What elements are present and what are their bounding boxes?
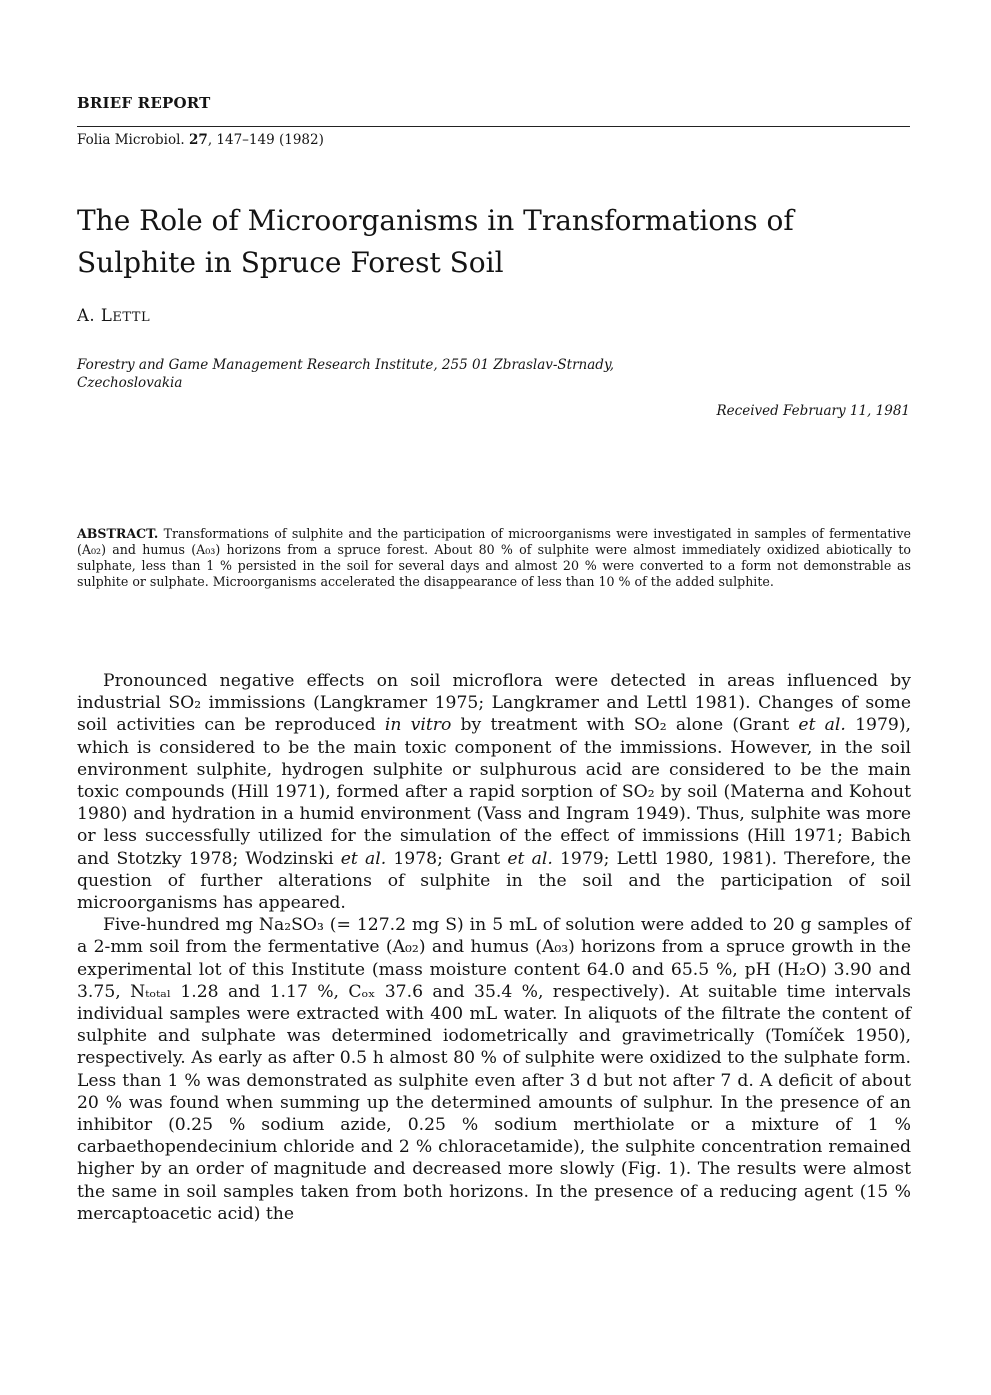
journal-volume: 27 bbox=[189, 132, 208, 148]
body-paragraph-1 bbox=[77, 670, 911, 914]
report-type-label: BRIEF REPORT bbox=[77, 94, 211, 112]
abstract bbox=[77, 526, 911, 590]
received-date: Received February 11, 1981 bbox=[716, 403, 910, 419]
journal-name: Folia Microbiol. bbox=[77, 132, 185, 148]
body-p1-italic-et-al-2: et al. bbox=[340, 848, 387, 869]
body-p1-part-i: 1979; Lettl 1980, 1981). Therefore, the question of further alterations of sulphite in the soil and the participation of soil microorganisms has appeared. bbox=[77, 848, 912, 914]
author-name bbox=[77, 306, 150, 325]
body-p1-italic-et-al-3: et al. bbox=[507, 848, 553, 869]
body-p1-italic-et-al-1: et al. bbox=[798, 715, 846, 736]
author-surname-rest: ETTL bbox=[112, 310, 151, 325]
article-title: The Role of Microorganisms in Transformations of Sulphite in Spruce Forest Soil bbox=[77, 204, 794, 279]
journal-pages-year: , 147–149 (1982) bbox=[207, 132, 324, 148]
body-paragraph-2: Five-hundred mg Na₂SO₃ (= 127.2 mg S) in 5 mL of solution were added to 20 g samples of a 2-mm soil from the fermentative (A₀₂) and humus (A₀₃) horizons from a spruce growth in the experimental lot of this Institute (mass moisture content 64.0 and 65.5 %, pH (H₂O) 3.90 and 3.75, Nₜₒₜₐₗ 1.28 and 1.17 %, Cₒₓ 37.6 and 35.4 %, respectively). At suitable time intervals individual samples were extracted with 400 mL water. In aliquots of the filtrate the content of sulphite and sulphate was determined iodometrically and gravimetrically (Tomíček 1950), respectively. As early as after 0.5 h almost 80 % of sulphite were oxidized to the sulphate form. Less than 1 % was demonstrated as sulphite even after 3 d but not after 7 d. A deficit of about 20 % was found when summing up the determined amounts of sulphur. In the presence of an inhibitor (0.25 % sodium azide, 0.25 % sodium merthiolate or a mixture of 1 % carbaethopendecinium chloride and 2 % chloracetamide), the sulphite concentration remained higher by an order of magnitude and decreased more slowly (Fig. 1). The results were almost the same in soil samples taken from both horizons. In the presence of a reducing agent (15 % mercaptoacetic acid) the bbox=[77, 915, 911, 1224]
abstract-label: ABSTRACT. bbox=[77, 526, 159, 541]
header-rule bbox=[77, 126, 910, 127]
abstract-text: Transformations of sulphite and the participation of microorganisms were investigated in samples of fermentative (A₀₂) and humus (A₀₃) horizons from a spruce forest. About 80 % of sulphite were almost immediately oxidized abiotically to sulphate, less than 1 % persisted in the soil for several days and almost 20 % were converted to a form not demonstrable as sulphite or sulphate. Microorganisms accelerated the disappearance of less than 10 % of the added sulphite. bbox=[77, 526, 911, 589]
body-p1-italic-in-vitro: in vitro bbox=[384, 715, 452, 736]
author-affiliation: Forestry and Game Management Research Institute, 255 01 Zbraslav-Strnady, Czechoslovakia bbox=[77, 357, 615, 391]
author-initial: A. L bbox=[77, 306, 113, 325]
body-text bbox=[77, 670, 911, 1225]
body-p1-part-g: 1978; Grant bbox=[386, 848, 508, 869]
journal-citation bbox=[77, 132, 324, 148]
body-p1-part-c: by treatment with SO₂ alone (Grant bbox=[451, 715, 799, 736]
body-p1-part-a: Pronounced negative effects on soil microflora were detected in areas influenced by industrial SO₂ immissions (Langkramer 1975; Langkramer and Lettl 1981). Changes of some soil activities can be reproduced bbox=[77, 671, 911, 736]
body-p1-part-e: 1979), which is considered to be the main toxic component of the immissions. However, in the soil environment sulphite, hydrogen sulphite or sulphurous acid are considered to be the main toxic compounds (Hill 1971), formed after a rapid sorption of SO₂ by soil (Materna and Kohout 1980) and hydration in a humid environment (Vass and Ingram 1949). Thus, sulphite was more or less successfully utilized for the simulation of the effect of immissions (Hill 1971; Babich and Stotzky 1978; Wodzinski bbox=[77, 715, 912, 869]
